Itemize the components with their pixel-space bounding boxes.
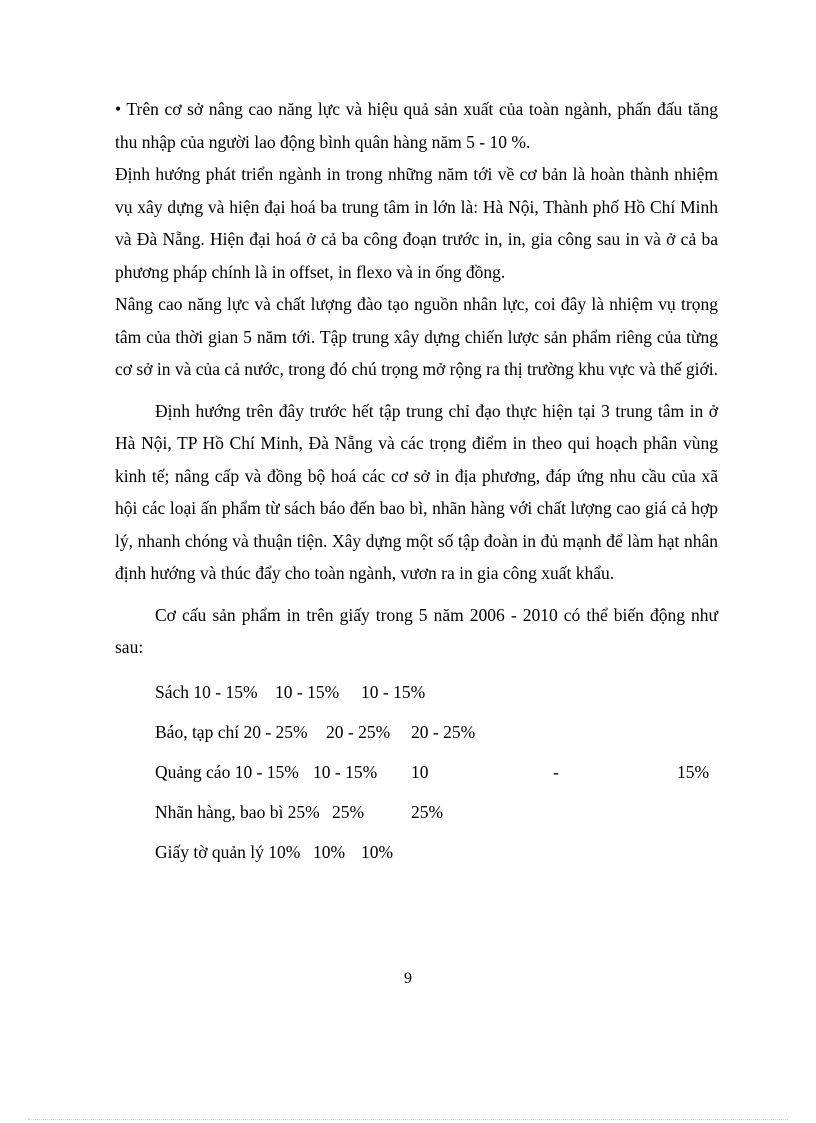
page-number: 9 (404, 970, 412, 987)
row-value-2: 10 - 15% (275, 681, 340, 702)
row-value-2: 25% (332, 801, 365, 822)
row-value-3: 20 - 25% (411, 721, 476, 742)
row-label: Sách 10 - 15% (155, 681, 258, 702)
row-value-3: 10 - 15% (361, 681, 426, 702)
row-label: Giấy tờ quản lý 10% (155, 841, 301, 862)
structure-row-newspapers (155, 712, 718, 752)
page-bottom-border (28, 1119, 788, 1120)
page-body (115, 93, 718, 872)
row-label: Nhãn hàng, bao bì 25% (155, 801, 320, 822)
row-label: Quảng cáo 10 - 15% (155, 761, 299, 782)
structure-row-books (155, 672, 718, 712)
structure-row-admin-papers (155, 832, 718, 872)
structure-row-packaging (155, 792, 718, 832)
row-value-2: 20 - 25% (326, 721, 391, 742)
row-label: Báo, tạp chí 20 - 25% (155, 721, 308, 742)
paragraph-training: Nâng cao năng lực và chất lượng đào tạo nguồn nhân lực, coi đây là nhiệm vụ trọng tâm của thời gian 5 năm tới. Tập trung xây dựng chiến lược sản phẩm riêng của từng cơ sở in và của cả nước, trong đó chú trọng mở rộng ra thị trường khu vực và thế giới. (115, 294, 719, 379)
row-value-3: 25% (411, 801, 444, 822)
product-structure-list (115, 672, 718, 872)
row-value-2: 10% (313, 841, 346, 862)
structure-row-advertising (155, 752, 718, 792)
paragraph-orientation: Định hướng phát triển ngành in trong những năm tới về cơ bản là hoàn thành nhiệm vụ xây dựng và hiện đại hoá ba trung tâm in lớn là: Hà Nội, Thành phố Hồ Chí Minh và Đà Nẵng. Hiện đại hoá ở cả ba công đoạn trước in, in, gia công sau in và ở cả ba phương pháp chính là in offset, in flexo và in ống đồng. (115, 164, 718, 282)
row-value-3-end: 15% (677, 761, 710, 782)
paragraph-bullet-income: • Trên cơ sở nâng cao năng lực và hiệu quả sản xuất của toàn ngành, phấn đấu tăng thu nhập của người lao động bình quân hàng năm 5 - 10 %. (115, 99, 718, 152)
row-value-3-start: 10 (411, 761, 429, 782)
paragraph-centers: Định hướng trên đây trước hết tập trung chỉ đạo thực hiện tại 3 trung tâm in ở Hà Nội, TP Hồ Chí Minh, Đà Nẵng và các trọng điểm in theo qui hoạch phân vùng kinh tế; nâng cấp và đồng bộ hoá các cơ sở in địa phương, đáp ứng nhu cầu của xã hội các loại ấn phẩm từ sách báo đến bao bì, nhãn hàng với chất lượng cao giá cả hợp lý, nhanh chóng và thuận tiện. Xây dựng một số tập đoàn in đủ mạnh để làm hạt nhân định hướng và thúc đẩy cho toàn ngành, vươn ra in gia công xuất khẩu. (115, 400, 718, 583)
row-value-2: 10 - 15% (313, 761, 378, 782)
row-value-3-dash: - (553, 761, 559, 782)
paragraph-structure-intro: Cơ cấu sản phẩm in trên giấy trong 5 năm 2006 - 2010 có thể biến động như sau: (115, 604, 718, 657)
row-value-3: 10% (361, 841, 394, 862)
